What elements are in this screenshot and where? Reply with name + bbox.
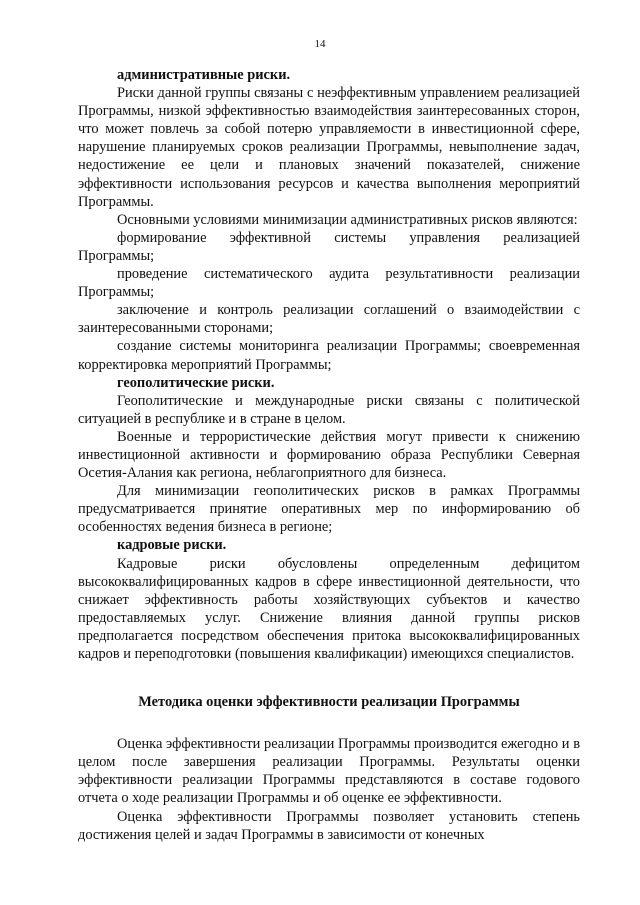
section-title: Методика оценки эффективности реализации Программы: [138, 694, 520, 711]
paragraph: Риски данной группы связаны с неэффективным управлением реализацией Программы, низкой эффективностью взаимодействия заинтересованных сторон, что может повлечь за собой потерю управляемости в инвестиционной сфере, нарушение планируемых сроков реализации Программы, невыполнение задач, недостижение ее цели и плановых значений показателей, снижение эффективности использования ресурсов и качества выполнения мероприятий Программы.: [78, 85, 580, 210]
page-number: 14: [314, 38, 326, 50]
paragraph: формирование эффективной системы управления реализацией Программы;: [78, 229, 580, 264]
paragraph: Для минимизации геополитических рисков в рамках Программы предусматривается принятие оперативных мер по информированию об особенностях ведения бизнеса в регионе;: [78, 483, 580, 536]
paragraph: создание системы мониторинга реализации Программы; своевременная корректировка мероприятий Программы;: [78, 338, 580, 373]
paragraph: Кадровые риски обусловлены определенным дефицитом высококвалифицированных кадров в сфере инвестиционной деятельности, что снижает эффективность работы хозяйствующих субъектов и качество предоставляемых услуг. Снижение влияния данной группы рисков предполагается посредством обеспечения притока высококвалифицированных кадров и переподготовки (повышения квалификации) имеющихся специалистов.: [78, 555, 580, 662]
paragraph: заключение и контроль реализации соглашений о взаимодействии с заинтересованными сторонами;: [78, 302, 580, 337]
paragraph: Оценка эффективности реализации Программы производится ежегодно и в целом после завершения реализации Программы. Результаты оценки эффективности реализации Программы представляются в составе годового отчета о ходе реализации Программы и об оценке ее эффективности.: [78, 736, 580, 807]
paragraph: проведение систематического аудита результативности реализации Программы;: [78, 266, 580, 301]
paragraph: Оценка эффективности Программы позволяет установить степень достижения целей и задач Программы в зависимости от конечных: [78, 808, 580, 843]
paragraph: Основными условиями минимизации административных рисков являются:: [117, 211, 578, 228]
document-body: [78, 66, 580, 844]
heading-geopolitical-risks: геополитические риски.: [117, 374, 275, 391]
paragraph: Военные и террористические действия могут привести к снижению инвестиционной активности и формированию образа Республики Северная Осетия-Алания как региона, неблагоприятного для бизнеса.: [78, 428, 580, 482]
heading-personnel-risks: кадровые риски.: [117, 537, 227, 554]
heading-administrative-risks: административные риски.: [117, 67, 291, 83]
paragraph: Геополитические и международные риски связаны с политической ситуацией в республике и в стране в целом.: [78, 392, 580, 427]
